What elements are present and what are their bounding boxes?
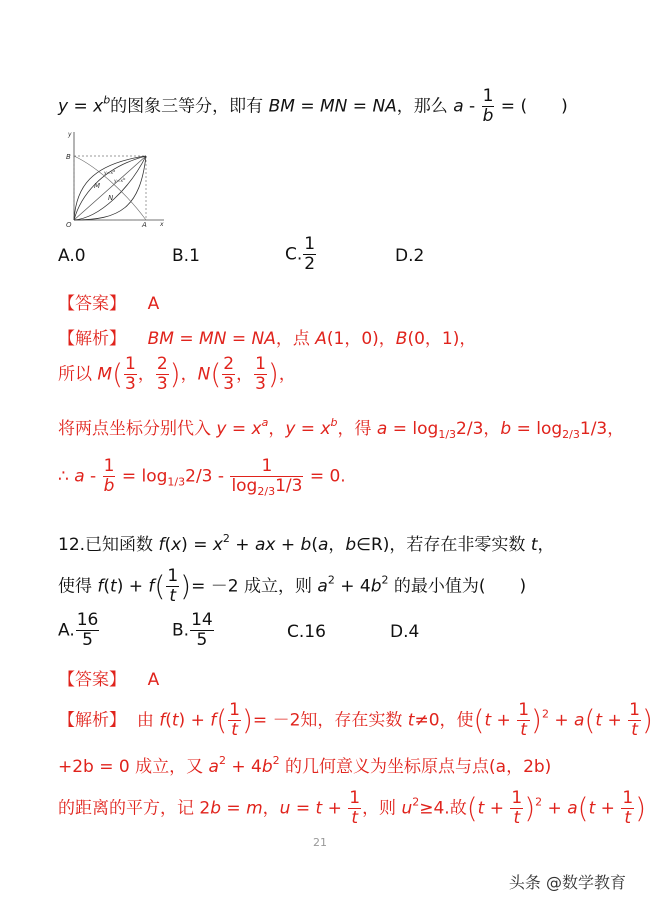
q11-analysis-line3: 将两点坐标分别代入 $y = x^a$，$y = x^b$，得 $a = \log_{1/3}2/3$，$b = \log_{2/3}1/3$， [58, 416, 625, 441]
q11-analysis-line2: 所以 M( $\frac{1}{3}$ ， $\frac{2}{3}$ )，N( $\frac{2}{3}$ ， $\frac{1}{3}$ )， [58, 354, 296, 394]
axis-x-label: x [160, 221, 164, 228]
q11-option-d: D.2 [395, 246, 425, 266]
q11-option-c: C. $\frac{1}{2}$ [285, 234, 316, 274]
q12-analysis-line1: 【解析】 由 f(t) + f( $\frac{1}{t}$ )= －2知，存在实数 t≠0，使(t + $\frac{1}{t}$ )$^2$ + a(t + $\frac{1}{t}$ ) [58, 700, 653, 740]
watermark: 头条 @数学教育 [508, 873, 626, 892]
origin-label: O [66, 221, 72, 229]
power-function-graph [60, 128, 168, 228]
q12-option-a: A. $\frac{16}{5}$ [58, 610, 99, 650]
q12-analysis-line3: 的距离的平方，记 2b = m，u = t + $\frac{1}{t}$ ，则 $u^2\ge 4$.故(t + $\frac{1}{t}$ )$^2$ + a(t + $\frac{1}{t}$ ) [58, 788, 647, 828]
intro-line: $y = x^b$的图象三等分，即有 BM = MN = NA，那么 a - $\frac{1}{b}$ = ( ) [58, 86, 568, 126]
q12-analysis-line2: +2b = 0 成立，又 $a^2 + 4b^2$ 的几何意义为坐标原点与点(a，2b) [58, 754, 552, 777]
q11-analysis-line1: 【解析】 BM = MN = NA，点 A(1，0)，B(0，1)， [58, 329, 477, 349]
q11-option-a: A.0 [58, 246, 86, 266]
q12-stem-line2: 使得 f(t) + f( $\frac{1}{t}$ )= －2 成立，则 $a^2 + 4b^2$ 的最小值为( ) [58, 566, 527, 606]
q11-answer: 【答案】 A [58, 294, 160, 314]
q12-option-b: B. $\frac{14}{5}$ [172, 610, 213, 650]
q11-option-b: B.1 [172, 246, 200, 266]
point-n-label: N [108, 194, 114, 202]
axis-y-label: y [68, 131, 72, 138]
point-m-label: M [94, 182, 101, 190]
point-a-label: A [142, 221, 147, 229]
q12-option-d: D.4 [390, 622, 420, 642]
page-number: 21 [313, 836, 327, 849]
q12-option-c: C.16 [287, 622, 326, 642]
q12-stem-line1: 12.已知函数 $f(x) = x^2$ + ax + b(a，b∈R)，若存在非零实数 t， [58, 532, 555, 555]
curve-a-label: $y=x^a$ [104, 169, 116, 176]
q11-analysis-line4: ∴ a - $\frac{1}{b}$ = $\log_{1/3}2/3$ - $\frac{1}{\log_{2/3}1/3}$ = 0. [58, 456, 346, 498]
q12-answer: 【答案】 A [58, 670, 160, 690]
point-b-label: B [66, 153, 71, 161]
curve-b-label: $y=x^b$ [114, 177, 126, 184]
